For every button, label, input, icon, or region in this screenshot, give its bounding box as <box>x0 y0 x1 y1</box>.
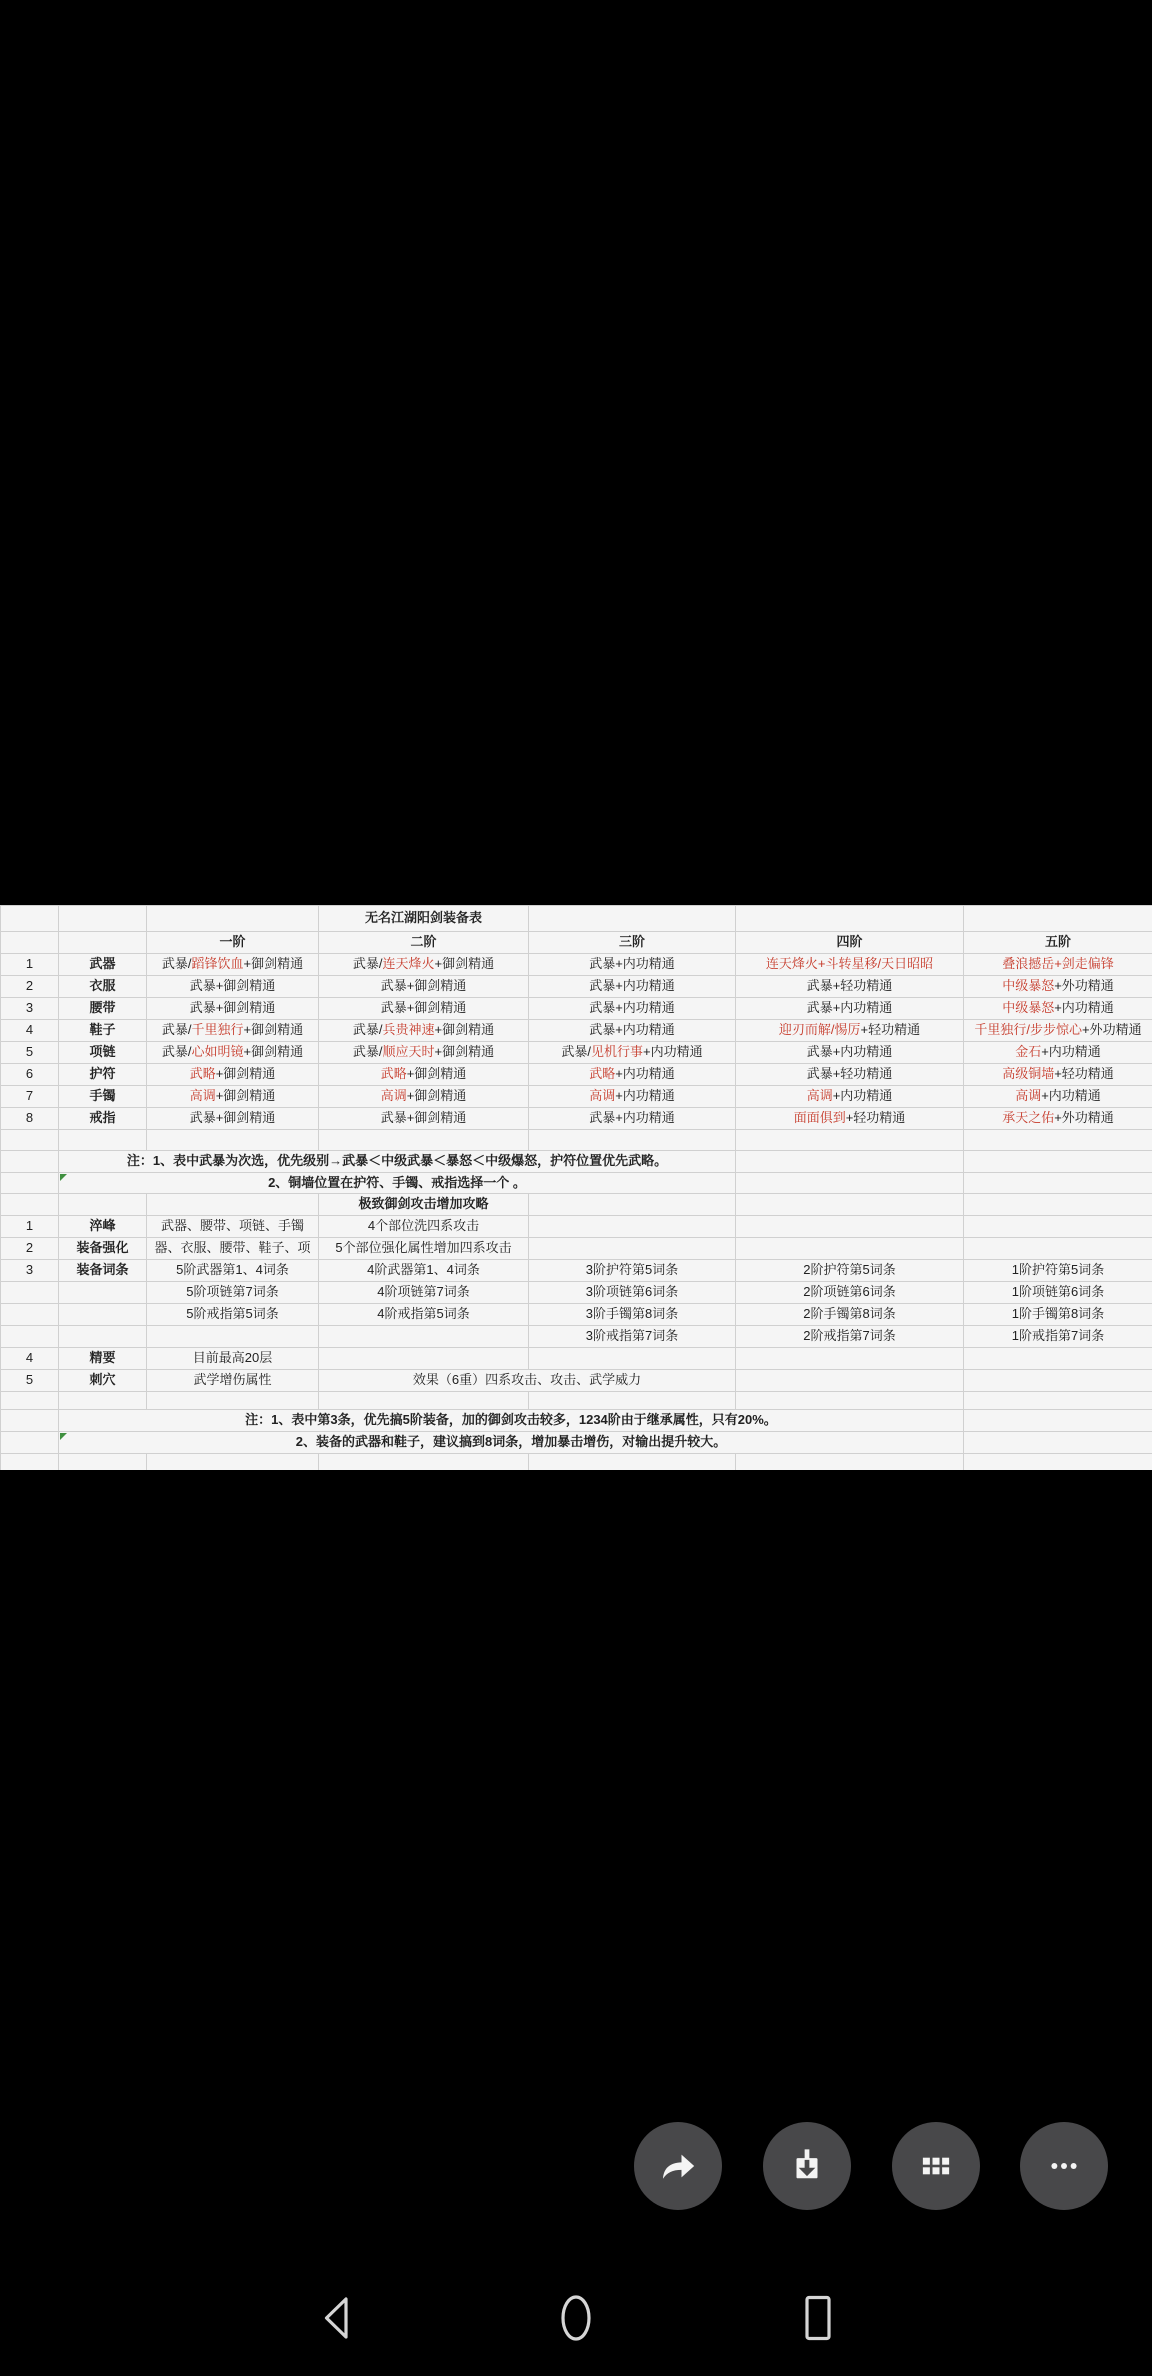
section2-cell: 2阶护符第5词条 <box>736 1260 964 1282</box>
attr-text: +内功精通 <box>615 1088 675 1104</box>
attr-text: +内功精通 <box>1041 1088 1101 1104</box>
equip-cell <box>529 1020 736 1042</box>
red-attr-text: 武略 <box>380 1066 407 1082</box>
equip-cell <box>736 954 964 976</box>
row-number <box>1 1326 59 1348</box>
equip-label: 衣服 <box>59 976 147 998</box>
stage-header: 二阶 <box>319 932 529 954</box>
cell <box>964 1173 1152 1194</box>
cell <box>319 1454 529 1471</box>
attr-text: 武暴/ <box>161 956 192 972</box>
stage-header: 三阶 <box>529 932 736 954</box>
stage-header: 四阶 <box>736 932 964 954</box>
attr-text: 武暴+御剑精通 <box>380 1000 467 1016</box>
cell <box>964 1130 1152 1151</box>
attr-text: +内功精通 <box>615 1066 675 1082</box>
red-attr-text: 金石 <box>1015 1044 1042 1060</box>
cell <box>59 932 147 954</box>
cell <box>1 906 59 932</box>
cell <box>1 1432 59 1454</box>
share-button[interactable] <box>634 2122 722 2210</box>
equip-label: 项链 <box>59 1042 147 1064</box>
attr-text: +外功精通 <box>1082 1022 1142 1038</box>
section2-cell: 4阶戒指第5词条 <box>319 1304 529 1326</box>
row-number: 4 <box>1 1348 59 1370</box>
row-number: 1 <box>1 1216 59 1238</box>
section2-cell: 器、衣服、腰带、鞋子、项 <box>147 1238 319 1260</box>
red-attr-text: 千里独行/步步惊心 <box>974 1022 1083 1038</box>
cell <box>529 1130 736 1151</box>
cell <box>1 1194 59 1216</box>
attr-text: +外功精通 <box>1054 978 1114 994</box>
row-number <box>1 1282 59 1304</box>
red-attr-text: 面面俱到 <box>793 1110 846 1126</box>
attr-text: 武暴+御剑精通 <box>189 1000 276 1016</box>
section2-cell-wide: 效果（6重）四系攻击、攻击、武学威力 <box>319 1370 736 1392</box>
cell <box>964 906 1152 932</box>
red-attr-text: 中级暴怒 <box>1002 978 1055 994</box>
equip-cell <box>736 1064 964 1086</box>
red-attr-text: 高调 <box>806 1088 833 1104</box>
section2-cell <box>736 1348 964 1370</box>
attr-text: 武暴/ <box>161 1022 192 1038</box>
cell <box>1 1151 59 1173</box>
red-attr-text: 连天烽火 <box>382 956 435 972</box>
equip-cell <box>319 998 529 1020</box>
equip-cell <box>147 1020 319 1042</box>
more-options-button[interactable] <box>1020 2122 1108 2210</box>
section2-label <box>59 1304 147 1326</box>
row-number: 6 <box>1 1064 59 1086</box>
equip-cell <box>964 1064 1152 1086</box>
attr-text: 武暴+轻功精通 <box>806 1066 893 1082</box>
section2-cell: 5个部位强化属性增加四系攻击 <box>319 1238 529 1260</box>
cell <box>964 1432 1152 1454</box>
red-attr-text: 千里独行 <box>191 1022 244 1038</box>
section2-cell <box>529 1348 736 1370</box>
attr-text: 武暴/ <box>352 956 383 972</box>
row-number: 4 <box>1 1020 59 1042</box>
attr-text: 武暴+内功精通 <box>806 1000 893 1016</box>
stage-header: 一阶 <box>147 932 319 954</box>
note-text: 注：1、表中第3条，优先搞5阶装备，加的御剑攻击较多，1234阶由于继承属性，只有20%。 <box>59 1410 964 1432</box>
home-button[interactable] <box>552 2294 600 2342</box>
download-icon <box>786 2145 828 2187</box>
cell <box>59 1130 147 1151</box>
row-number: 3 <box>1 1260 59 1282</box>
equip-cell <box>529 998 736 1020</box>
row-number: 2 <box>1 1238 59 1260</box>
attr-text: 武暴+内功精通 <box>589 1110 675 1126</box>
equip-label: 腰带 <box>59 998 147 1020</box>
grid-icon <box>915 2145 957 2187</box>
section2-cell: 3阶护符第5词条 <box>529 1260 736 1282</box>
equip-cell <box>964 976 1152 998</box>
equip-cell <box>319 1108 529 1130</box>
section2-cell: 1阶护符第5词条 <box>964 1260 1152 1282</box>
cell <box>147 1194 319 1216</box>
cell <box>964 1151 1152 1173</box>
attr-text: +御剑精通 <box>434 1022 495 1038</box>
equip-cell <box>736 1042 964 1064</box>
section2-cell <box>529 1216 736 1238</box>
equip-label: 手镯 <box>59 1086 147 1108</box>
cell <box>736 906 964 932</box>
section2-cell: 目前最高20层 <box>147 1348 319 1370</box>
equip-cell <box>964 1108 1152 1130</box>
attr-text: +内功精通 <box>643 1044 703 1060</box>
section2-cell: 4阶武器第1、4词条 <box>319 1260 529 1282</box>
cell <box>736 1392 964 1410</box>
section2-cell: 武器、腰带、项链、手镯 <box>147 1216 319 1238</box>
cell <box>964 1370 1152 1392</box>
equip-cell <box>319 1086 529 1108</box>
red-attr-text: 高级铜墙 <box>1002 1066 1055 1082</box>
cell <box>147 1454 319 1471</box>
cell <box>1 1454 59 1471</box>
home-circle-icon <box>556 2294 596 2342</box>
cell <box>529 1454 736 1471</box>
attr-text: +内功精通 <box>832 1088 893 1104</box>
red-attr-text: 兵贵神速 <box>382 1022 435 1038</box>
cell <box>736 1151 964 1173</box>
section2-label: 装备强化 <box>59 1238 147 1260</box>
red-attr-text: 见机行事 <box>591 1044 644 1060</box>
section2-cell <box>964 1216 1152 1238</box>
section2-cell <box>964 1348 1152 1370</box>
attr-text: +御剑精通 <box>434 1044 495 1060</box>
section2-cell <box>319 1348 529 1370</box>
equip-cell <box>736 1020 964 1042</box>
red-attr-text: 蹈锋饮血 <box>191 956 244 972</box>
section2-cell: 3阶戒指第7词条 <box>529 1326 736 1348</box>
red-attr-text: 叠浪撼岳+剑走偏锋 <box>1002 956 1114 972</box>
section2-label: 淬峰 <box>59 1216 147 1238</box>
red-attr-text: 高调 <box>1015 1088 1042 1104</box>
equip-label: 武器 <box>59 954 147 976</box>
equip-cell <box>736 998 964 1020</box>
cell <box>59 1194 147 1216</box>
section2-cell: 5阶戒指第5词条 <box>147 1304 319 1326</box>
row-number: 3 <box>1 998 59 1020</box>
row-number: 7 <box>1 1086 59 1108</box>
attr-text: +御剑精通 <box>406 1088 467 1104</box>
section2-cell: 3阶项链第6词条 <box>529 1282 736 1304</box>
attr-text: +御剑精通 <box>406 1066 467 1082</box>
red-attr-text: 心如明镜 <box>191 1044 244 1060</box>
cell-comment-marker <box>60 1174 67 1181</box>
attr-text: +御剑精通 <box>243 956 304 972</box>
row-number: 1 <box>1 954 59 976</box>
red-attr-text: 承天之佑 <box>1002 1110 1055 1126</box>
cell <box>59 1454 147 1471</box>
red-attr-text: 武略 <box>189 1066 216 1082</box>
section2-cell: 2阶手镯第8词条 <box>736 1304 964 1326</box>
more-dots-icon <box>1043 2145 1085 2187</box>
row-number: 5 <box>1 1042 59 1064</box>
equip-cell <box>736 1108 964 1130</box>
spreadsheet-image[interactable] <box>0 905 1152 1470</box>
attr-text: +御剑精通 <box>434 956 495 972</box>
attr-text: +御剑精通 <box>215 1066 276 1082</box>
cell <box>319 1392 529 1410</box>
attr-text: 武暴+御剑精通 <box>380 1110 467 1126</box>
red-attr-text: 顺应天时 <box>382 1044 435 1060</box>
equip-cell <box>147 1108 319 1130</box>
section2-cell <box>147 1326 319 1348</box>
cell <box>529 1194 736 1216</box>
red-attr-text: 中级暴怒 <box>1002 1000 1055 1016</box>
row-number: 2 <box>1 976 59 998</box>
section2-cell: 1阶手镯第8词条 <box>964 1304 1152 1326</box>
note-text: 注：1、表中武暴为次选，优先级别→武暴＜中级武暴＜暴怒＜中级爆怒，护符位置优先武略。 <box>59 1151 736 1173</box>
attr-text: +内功精通 <box>1054 1000 1114 1016</box>
section2-cell: 武学增伤属性 <box>147 1370 319 1392</box>
equip-label: 护符 <box>59 1064 147 1086</box>
cell <box>1 1392 59 1410</box>
red-attr-text: 连天烽火+斗转星移/天日昭昭 <box>765 956 934 972</box>
equip-cell <box>964 954 1152 976</box>
section2-cell <box>319 1326 529 1348</box>
section2-cell <box>529 1238 736 1260</box>
back-triangle-icon <box>320 2294 354 2342</box>
equip-cell <box>319 1042 529 1064</box>
section2-label: 装备词条 <box>59 1260 147 1282</box>
equip-cell <box>147 1064 319 1086</box>
recents-square-icon <box>800 2294 836 2342</box>
cell <box>59 1392 147 1410</box>
section2-label: 刺穴 <box>59 1370 147 1392</box>
sheet-title: 无名江湖阳剑装备表 <box>319 906 529 932</box>
equip-label: 鞋子 <box>59 1020 147 1042</box>
attr-text: 武暴/ <box>352 1022 383 1038</box>
red-attr-text: 迎刃而解/惕厉 <box>778 1022 861 1038</box>
equip-cell <box>147 1086 319 1108</box>
equip-cell <box>529 1064 736 1086</box>
section2-cell: 2阶项链第6词条 <box>736 1282 964 1304</box>
equip-cell <box>319 1020 529 1042</box>
equip-cell <box>147 998 319 1020</box>
section2-label <box>59 1326 147 1348</box>
cell <box>736 1173 964 1194</box>
cell <box>59 906 147 932</box>
attr-text: 武暴+内功精通 <box>589 978 675 994</box>
back-button[interactable] <box>313 2294 361 2342</box>
red-attr-text: 高调 <box>189 1088 216 1104</box>
red-attr-text: 高调 <box>589 1088 616 1104</box>
equip-cell <box>964 1086 1152 1108</box>
section2-cell: 3阶手镯第8词条 <box>529 1304 736 1326</box>
attr-text: 武暴/ <box>352 1044 383 1060</box>
cell <box>1 1130 59 1151</box>
attr-text: 武暴+轻功精通 <box>806 978 893 994</box>
cell <box>529 906 736 932</box>
section2-cell <box>736 1238 964 1260</box>
cell <box>964 1454 1152 1471</box>
equip-cell <box>736 976 964 998</box>
cell <box>1 932 59 954</box>
cell <box>319 1130 529 1151</box>
equip-cell <box>964 1042 1152 1064</box>
equip-cell <box>529 1042 736 1064</box>
attr-text: +外功精通 <box>1054 1110 1114 1126</box>
attr-text: +轻功精通 <box>1054 1066 1114 1082</box>
attr-text: +御剑精通 <box>243 1022 304 1038</box>
cell <box>964 1194 1152 1216</box>
equip-label: 戒指 <box>59 1108 147 1130</box>
cell <box>736 1130 964 1151</box>
attr-text: 武暴+御剑精通 <box>189 1110 276 1126</box>
section2-cell: 4个部位洗四系攻击 <box>319 1216 529 1238</box>
attr-text: 武暴/ <box>161 1044 192 1060</box>
cell <box>964 1392 1152 1410</box>
grid-view-button[interactable] <box>892 2122 980 2210</box>
section2-cell: 2阶戒指第7词条 <box>736 1326 964 1348</box>
red-attr-text: 高调 <box>380 1088 407 1104</box>
equip-cell <box>736 1086 964 1108</box>
equip-cell <box>529 976 736 998</box>
cell <box>736 1454 964 1471</box>
row-number: 5 <box>1 1370 59 1392</box>
equip-cell <box>147 954 319 976</box>
equip-cell <box>964 998 1152 1020</box>
section2-cell: 4阶项链第7词条 <box>319 1282 529 1304</box>
attr-text: +内功精通 <box>1041 1044 1101 1060</box>
row-number: 8 <box>1 1108 59 1130</box>
section2-cell <box>736 1216 964 1238</box>
equipment-table <box>0 905 1152 1470</box>
attr-text: 武暴+内功精通 <box>589 1022 675 1038</box>
cell <box>147 1392 319 1410</box>
note-text: 2、铜墙位置在护符、手镯、戒指选择一个 。 <box>59 1173 736 1194</box>
equip-cell <box>529 1086 736 1108</box>
equip-cell <box>147 976 319 998</box>
share-icon <box>657 2145 699 2187</box>
cell <box>736 1370 964 1392</box>
section2-label <box>59 1282 147 1304</box>
cell <box>736 1194 964 1216</box>
cell <box>964 1410 1152 1432</box>
recents-button[interactable] <box>794 2294 842 2342</box>
equip-cell <box>319 1064 529 1086</box>
cell <box>147 906 319 932</box>
attr-text: +轻功精通 <box>860 1022 921 1038</box>
section2-label: 精要 <box>59 1348 147 1370</box>
download-button[interactable] <box>763 2122 851 2210</box>
cell-comment-marker <box>60 1433 67 1440</box>
section2-cell <box>964 1238 1152 1260</box>
equip-cell <box>529 954 736 976</box>
section2-cell: 1阶戒指第7词条 <box>964 1326 1152 1348</box>
section2-cell: 1阶项链第6词条 <box>964 1282 1152 1304</box>
cell <box>147 1130 319 1151</box>
attr-text: +御剑精通 <box>215 1088 276 1104</box>
section2-cell: 5阶项链第7词条 <box>147 1282 319 1304</box>
note-text: 2、装备的武器和鞋子，建议搞到8词条，增加暴击增伤，对输出提升较大。 <box>59 1432 964 1454</box>
attr-text: 武暴+内功精通 <box>806 1044 893 1060</box>
section2-cell: 5阶武器第1、4词条 <box>147 1260 319 1282</box>
attr-text: 武暴/ <box>561 1044 591 1060</box>
equip-cell <box>147 1042 319 1064</box>
attr-text: 武暴+御剑精通 <box>189 978 276 994</box>
equip-cell <box>964 1020 1152 1042</box>
equip-cell <box>319 954 529 976</box>
attr-text: 武暴+内功精通 <box>589 1000 675 1016</box>
stage-header: 五阶 <box>964 932 1152 954</box>
row-number <box>1 1304 59 1326</box>
attr-text: 武暴+御剑精通 <box>380 978 467 994</box>
attr-text: 武暴+内功精通 <box>589 956 675 972</box>
red-attr-text: 武略 <box>589 1066 616 1082</box>
cell <box>1 1173 59 1194</box>
cell <box>1 1410 59 1432</box>
attr-text: +轻功精通 <box>845 1110 906 1126</box>
attr-text: +御剑精通 <box>243 1044 304 1060</box>
cell <box>529 1392 736 1410</box>
equip-cell <box>529 1108 736 1130</box>
section2-header: 极致御剑攻击增加攻略 <box>319 1194 529 1216</box>
equip-cell <box>319 976 529 998</box>
